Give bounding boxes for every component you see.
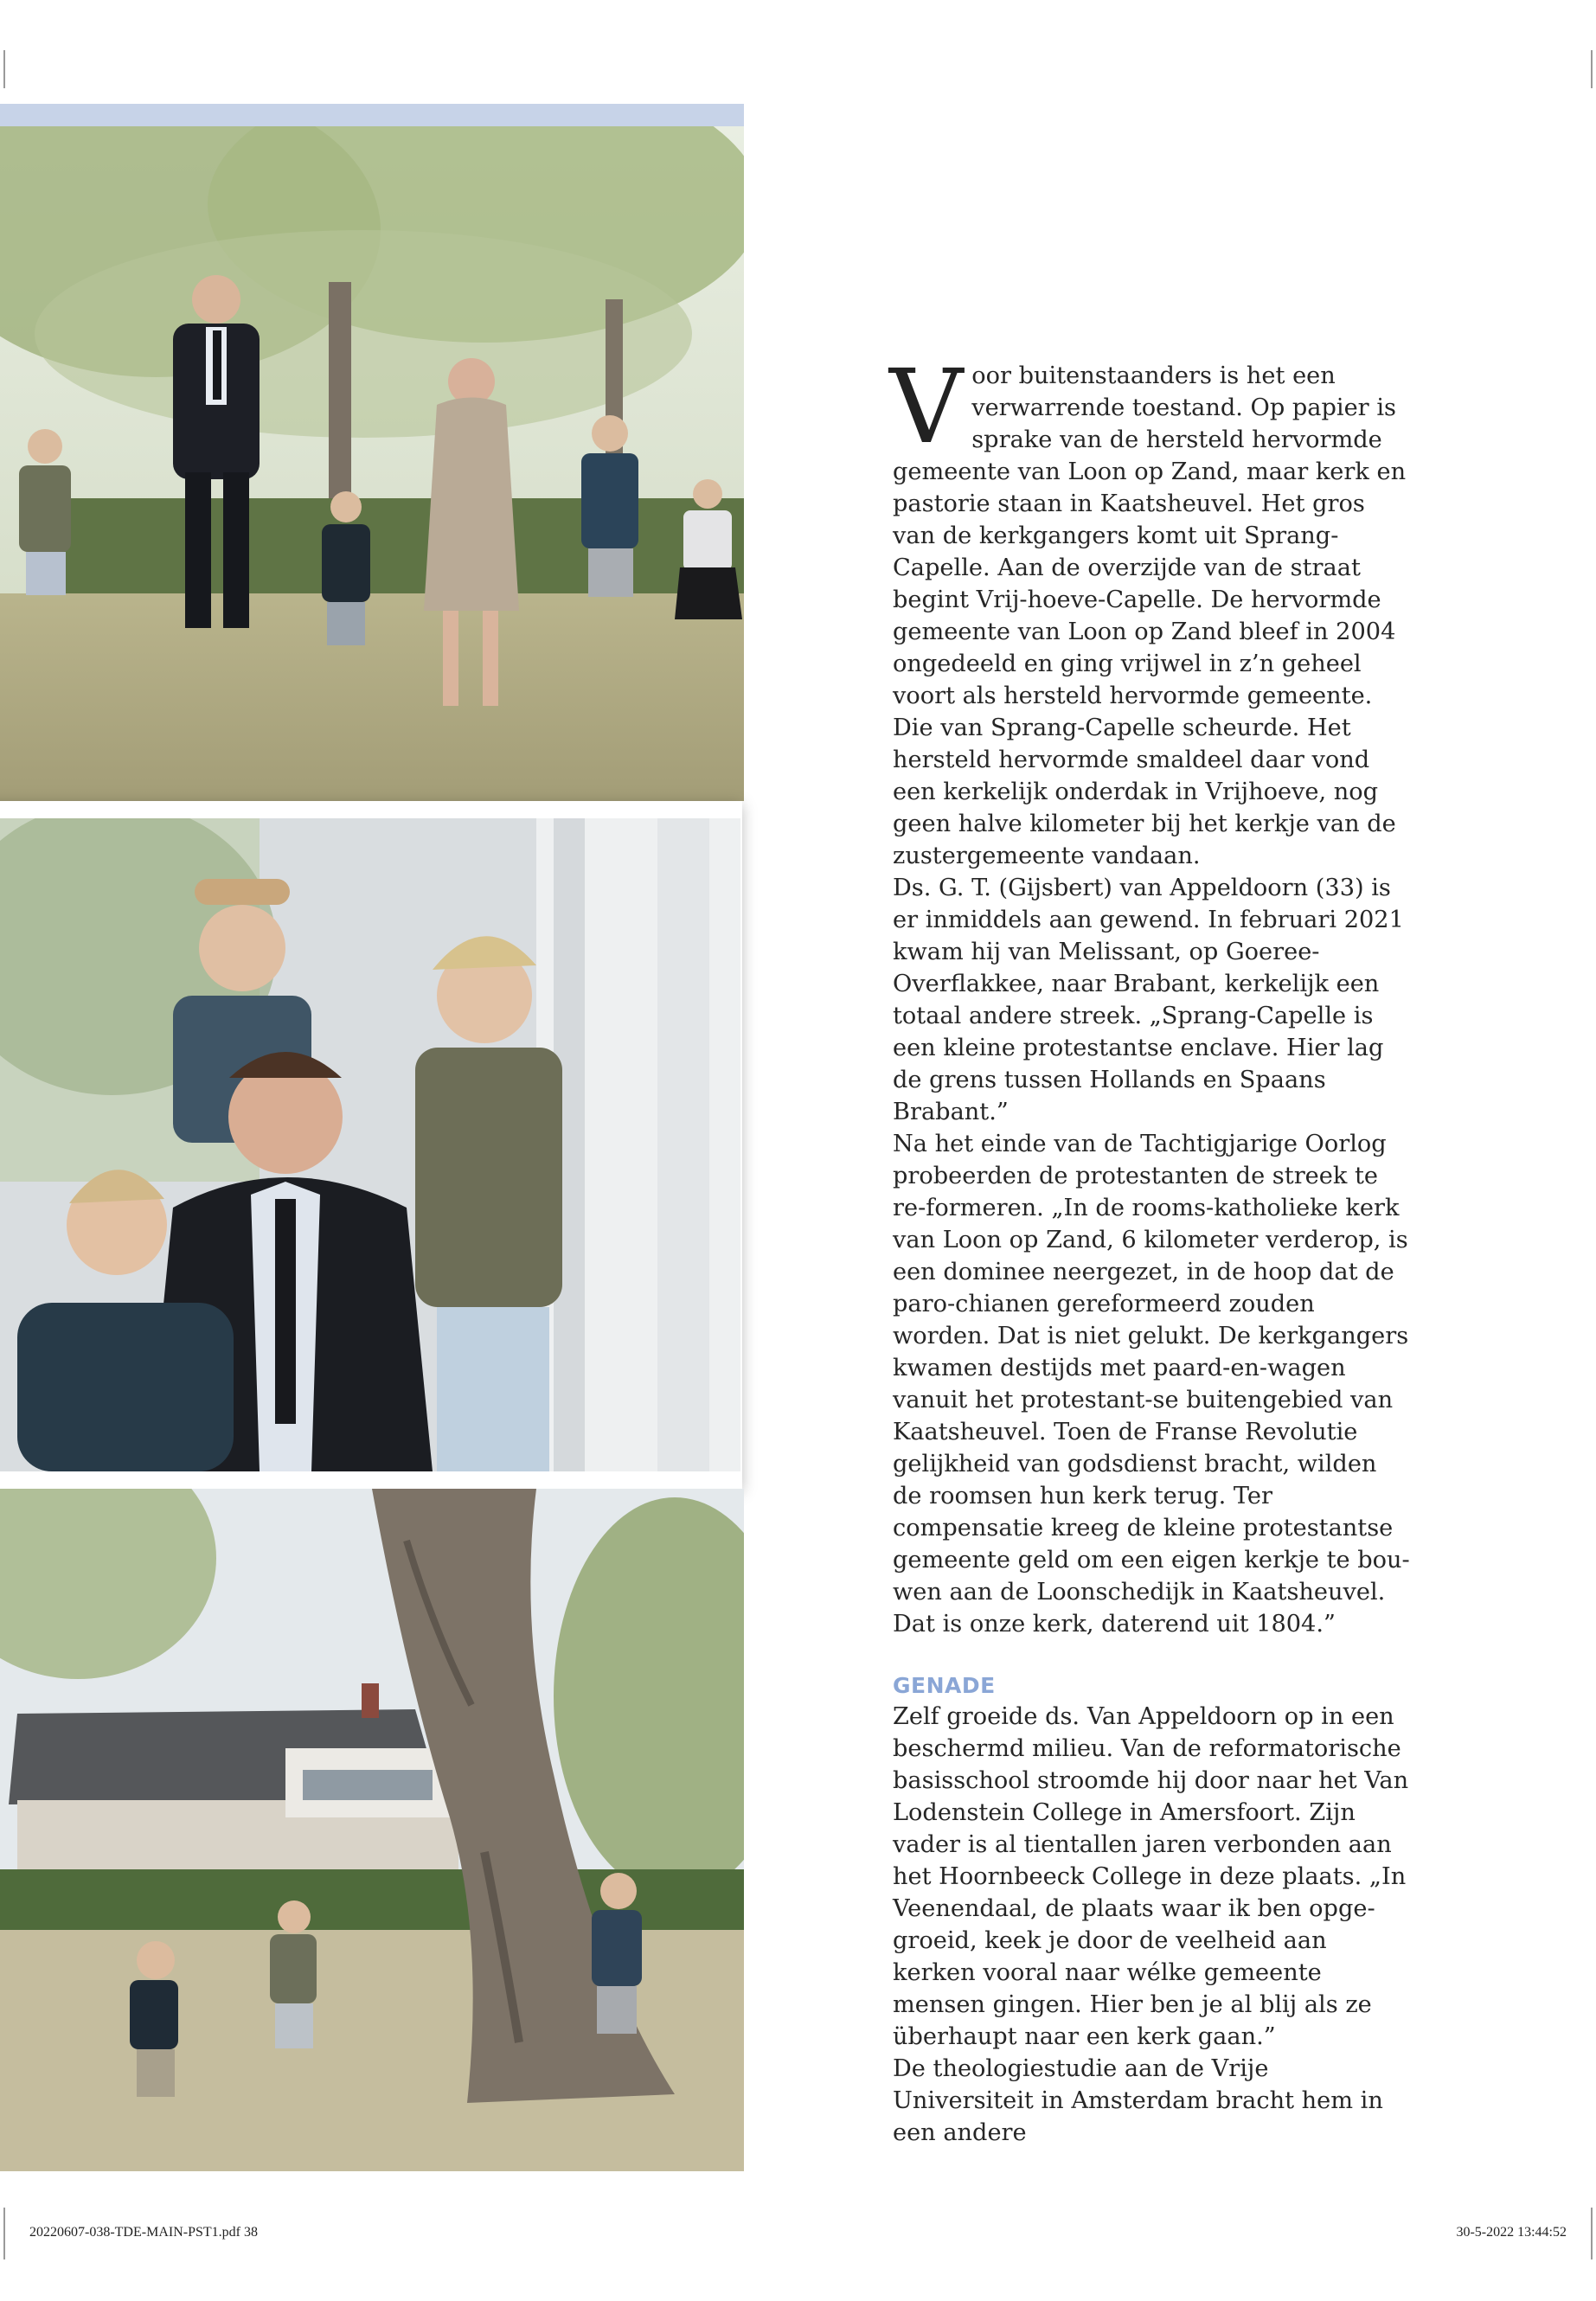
paragraph: De theologiestudie aan de Vrije Universiteit in Amsterdam bracht hem in een andere	[893, 2055, 1383, 2146]
crop-mark-top-right	[1591, 50, 1593, 88]
drop-cap: V	[889, 347, 964, 466]
accent-band	[0, 104, 744, 126]
crop-mark-bottom-left	[3, 2208, 5, 2259]
paragraph-text: oor buitenstaanders is het een verwarrende toestand. Op papier is sprake van de hersteld hervormde gemeente van Loon op Zand, maar kerk en pastorie staan in Kaatsheuvel. Het gros van de kerkgangers komt uit Sprang-Capelle. Aan de overzijde van de straat begint Vrij-hoeve-Capelle. De hervormde gemeente van Loon op Zand bleef in 2004 ongedeeld en ging vrijwel in z’n geheel voort als hersteld hervormde gemeente. Die van Sprang-Capelle scheurde. Het hersteld hervormde smaldeel daar vond een kerkelijk onderdak in Vrijhoeve, nog geen halve kilometer bij het kerkje van de zustergemeente vandaan.	[893, 362, 1407, 869]
paragraph: Ds. G. T. (Gijsbert) van Appeldoorn (33) is er inmiddels aan gewend. In februari 2021 kwam hij van Melissant, op Goeree-Overflakkee, naar Brabant, kerkelijk een totaal andere streek. „Sprang-Capelle is een kleine protestantse enclave. Hier lag de grens tussen Hollands en Spaans Brabant.”	[893, 875, 1404, 1125]
crop-mark-bottom-right	[1591, 2208, 1593, 2259]
father-with-sons-photo	[0, 818, 740, 1471]
print-slug-timestamp: 30-5-2022 13:44:52	[1456, 2225, 1567, 2240]
paragraph: Na het einde van de Tachtigjarige Oorlog probeerden de protestanten de streek te re-formeren. „In de rooms-katholieke kerk van Loon op Zand, 6 kilometer verderop, is een dominee neergezet, in de hoop dat de paro-chianen gereformeerd zouden worden. Dat is niet gelukt. De kerkgangers kwamen destijds met paard-en-wagen vanuit het protestant-se buitengebied van Kaatsheuvel. Toen de Franse Revolutie gelijkheid van godsdienst bracht, wilden de roomsen hun kerk terug. Ter compensatie kreeg de kleine protestantse gemeente geld om een eigen kerkje te bou-wen aan de Loonschedijk in Kaatsheuvel. Dat is onze kerk, daterend uit 1804.”	[893, 1131, 1410, 1638]
paragraph: Zelf groeide ds. Van Appeldoorn op in een beschermd milieu. Van de reformatorische basisschool stroomde hij door naar het Van Lodenstein College in Amersfoort. Zijn vader is al tientallen jaren verbonden aan het Hoornbeeck College in deze plaats. „In Veenendaal, de plaats waar ik ben opge-groeid, keek je door de veelheid aan kerken vooral naar wélke gemeente mensen gingen. Hier ben je al blij als ze überhaupt naar een kerk gaan.”	[893, 1703, 1409, 2050]
section-subhead: GENADE	[893, 1673, 996, 1698]
article-body	[889, 347, 1412, 2149]
crop-mark-top-left	[3, 50, 5, 88]
print-slug-filename: 20220607-038-TDE-MAIN-PST1.pdf 38	[29, 2225, 258, 2240]
children-under-tree-photo	[0, 1489, 744, 2171]
paragraph-intro	[889, 347, 1412, 872]
family-photo	[0, 126, 744, 801]
